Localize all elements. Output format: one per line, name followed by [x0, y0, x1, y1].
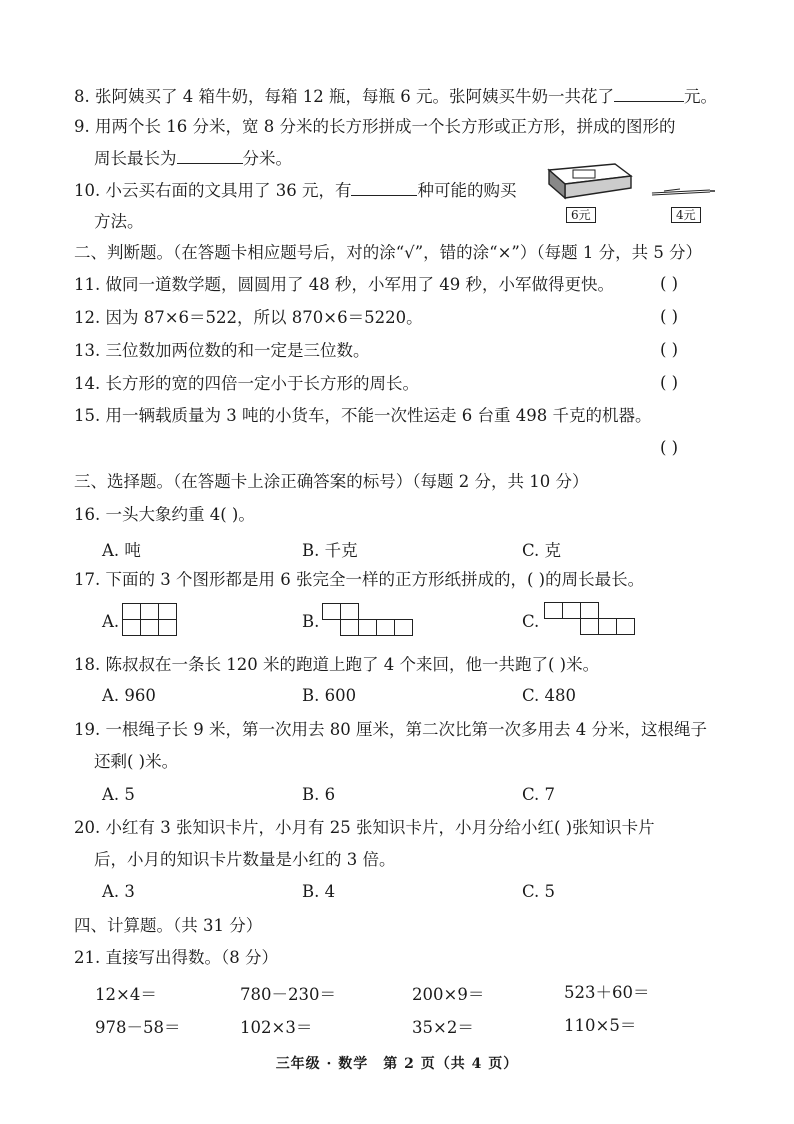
question-16: 16. 一头大象约重 4( )。 — [74, 505, 255, 524]
calc-item: 102×3＝ — [240, 1018, 313, 1037]
calc-item: 978－58＝ — [95, 1018, 181, 1037]
question-20-line2: 后，小月的知识卡片数量是小红的 3 倍。 — [94, 850, 396, 869]
answer-paren: ( ) — [660, 307, 679, 326]
option-b: B. 千克 — [302, 541, 358, 560]
question-10-line1: 10. 小云买右面的文具用了 36 元，有 种可能的购买 — [74, 181, 517, 200]
option-c: C. 5 — [522, 882, 556, 901]
question-10-line2: 方法。 — [94, 212, 144, 231]
option-b: B. 600 — [302, 686, 357, 705]
answer-blank — [351, 179, 417, 196]
question-19-line1: 19. 一根绳子长 9 米，第一次用去 80 厘米，第二次比第一次多用去 4 分米，这根绳子 — [74, 720, 707, 739]
question-15: 15. 用一辆载质量为 3 吨的小货车，不能一次性运走 6 台重 498 千克的机器。 — [74, 406, 652, 425]
question-9-line2: 周长最长为 分米。 — [94, 149, 292, 168]
price-book: 6元 — [566, 207, 596, 223]
question-13: 13. 三位数加两位数的和一定是三位数。 — [74, 341, 370, 360]
calc-item: 200×9＝ — [412, 985, 485, 1004]
question-21-title: 21. 直接写出得数。（8 分） — [74, 948, 278, 967]
option-c: C. 480 — [522, 686, 577, 705]
calc-item: 523＋60＝ — [564, 983, 650, 1002]
answer-blank — [177, 147, 243, 164]
question-14: 14. 长方形的宽的四倍一定小于长方形的周长。 — [74, 374, 419, 393]
page-footer: 三年级 · 数学 第 2 页（共 4 页） — [275, 1056, 519, 1072]
notebook-icon — [545, 162, 635, 206]
option-c: C. 7 — [522, 785, 556, 804]
option-b: B. 4 — [302, 882, 336, 901]
option-a: A. — [102, 612, 120, 631]
question-17: 17. 下面的 3 个图形都是用 6 张完全一样的正方形纸拼成的，( )的周长最长。 — [74, 570, 645, 589]
question-19-line2: 还剩( )米。 — [94, 752, 179, 771]
question-12: 12. 因为 87×6＝522，所以 870×6＝5220。 — [74, 308, 423, 327]
option-b: B. 6 — [302, 785, 336, 804]
option-c: C. 克 — [522, 541, 562, 560]
section-3-title: 三、选择题。（在答题卡上涂正确答案的标号）（每题 2 分，共 10 分） — [74, 472, 589, 491]
answer-paren: ( ) — [660, 340, 679, 359]
section-4-title: 四、计算题。（共 31 分） — [74, 916, 263, 935]
calc-item: 110×5＝ — [564, 1016, 637, 1035]
price-pen: 4元 — [671, 207, 701, 223]
calc-item: 35×2＝ — [412, 1018, 474, 1037]
question-9-line1: 9. 用两个长 16 分米，宽 8 分米的长方形拼成一个长方形或正方形，拼成的图形的 — [74, 117, 676, 136]
answer-blank — [614, 85, 684, 102]
option-a: A. 5 — [102, 785, 135, 804]
question-20-line1: 20. 小红有 3 张知识卡片，小月有 25 张知识卡片，小月分给小红( )张知识卡片 — [74, 818, 655, 837]
answer-paren: ( ) — [660, 438, 679, 457]
option-a: A. 3 — [102, 882, 135, 901]
question-18: 18. 陈叔叔在一条长 120 米的跑道上跑了 4 个来回，他一共跑了( )米。 — [74, 655, 600, 674]
answer-paren: ( ) — [660, 373, 679, 392]
question-11: 11. 做同一道数学题，圆圆用了 48 秒，小军用了 49 秒，小军做得更快。 — [74, 275, 614, 294]
option-a: A. 吨 — [102, 541, 141, 560]
answer-paren: ( ) — [660, 274, 679, 293]
pen-icon — [650, 186, 716, 200]
option-b: B. — [302, 612, 320, 631]
section-2-title: 二、判断题。（在答题卡相应题号后，对的涂“√”，错的涂“×”）（每题 1 分，共 5 分） — [74, 243, 703, 262]
calc-item: 12×4＝ — [95, 985, 157, 1004]
calc-item: 780－230＝ — [240, 985, 336, 1004]
question-8: 8. 张阿姨买了 4 箱牛奶，每箱 12 瓶，每瓶 6 元。张阿姨买牛奶一共花了 元。 — [74, 87, 717, 106]
option-a: A. 960 — [102, 686, 156, 705]
option-c: C. — [522, 612, 540, 631]
